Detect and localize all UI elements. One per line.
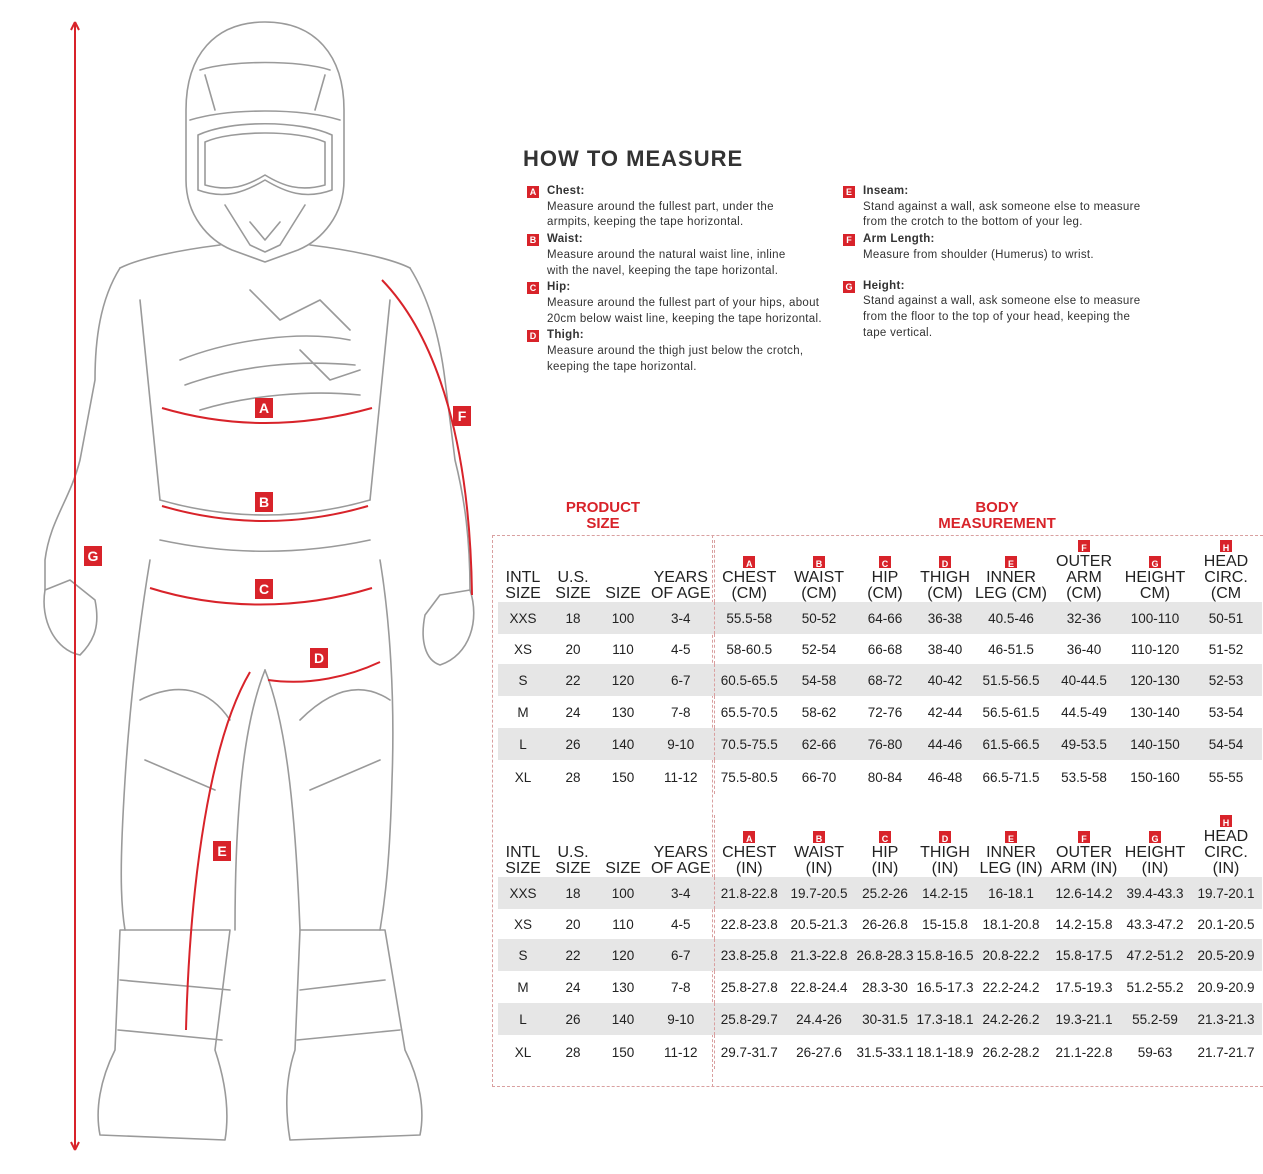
column-header-text: SIZE xyxy=(605,860,641,877)
table-cell: 18 xyxy=(548,602,598,634)
table-cell: 110 xyxy=(612,641,634,657)
column-header-text: CHEST xyxy=(722,569,777,586)
table-cell: 20.5-20.9 xyxy=(1190,939,1262,971)
column-header-text: SIZE xyxy=(605,585,641,602)
table-cell: 26-26.8 xyxy=(862,916,908,932)
instruction-text: with the navel, keeping the tape horizontal. xyxy=(547,264,779,277)
column-header xyxy=(784,540,854,602)
table-cell: 4-5 xyxy=(670,641,691,657)
table-cell: 7-8 xyxy=(670,704,691,720)
table-cell: 52-54 xyxy=(801,641,837,657)
table-cell: 140 xyxy=(598,1003,648,1035)
column-header-text: LEG (CM) xyxy=(975,585,1047,602)
table-row xyxy=(498,1035,1262,1069)
table-cell: 68-72 xyxy=(854,664,916,696)
table-cell: 120 xyxy=(598,664,648,696)
instruction-text: Measure from shoulder (Humerus) to wrist. xyxy=(863,248,1094,261)
table-cell: 40-44.5 xyxy=(1048,664,1120,696)
table-cell: 61.5-66.5 xyxy=(974,728,1048,760)
instruction-badge: B xyxy=(527,234,539,246)
column-badge: E xyxy=(1005,556,1017,568)
column-header-text: INNER xyxy=(986,569,1036,586)
table-cell: 120-130 xyxy=(1120,664,1190,696)
marker-b xyxy=(255,492,273,512)
table-cell: 55.2-59 xyxy=(1120,1003,1190,1035)
column-header-text: SIZE xyxy=(505,860,541,877)
column-header-text: CM) xyxy=(1139,585,1171,602)
table-cell: 50-52 xyxy=(784,602,854,634)
instruction-label: Waist: xyxy=(547,233,583,246)
product-size-heading: PRODUCT SIZE xyxy=(565,499,641,532)
table-cell: 9-10 xyxy=(648,1003,714,1035)
table-cell: 30-31.5 xyxy=(854,1003,916,1035)
table-cell: L xyxy=(498,1003,548,1035)
table-cell: 28 xyxy=(565,1044,581,1060)
table-cell: 18 xyxy=(548,877,598,909)
table-cell: 15.8-16.5 xyxy=(916,939,974,971)
how-to-measure-title: HOW TO MEASURE xyxy=(523,146,744,171)
table-cell: XXS xyxy=(498,877,548,909)
table-cell: S xyxy=(498,939,548,971)
table-cell: 44.5-49 xyxy=(1061,704,1107,720)
table-cell: XL xyxy=(514,769,532,785)
table-cell: S xyxy=(498,664,548,696)
table-cell: 100-110 xyxy=(1120,602,1190,634)
table-cell: 58-62 xyxy=(801,704,837,720)
table-cell: 140-150 xyxy=(1120,728,1190,760)
table-cell: 19.7-20.5 xyxy=(784,877,854,909)
column-badge: F xyxy=(1078,831,1090,843)
column-header-text: CIRC. (CM xyxy=(1204,569,1248,602)
instruction-badge: E xyxy=(843,186,855,198)
column-header xyxy=(1190,540,1262,602)
table-cell: 49-53.5 xyxy=(1048,728,1120,760)
table-cell: 130-140 xyxy=(1130,704,1180,720)
column-header xyxy=(498,815,548,877)
marker-e xyxy=(213,841,231,861)
instruction-text: 20cm below waist line, keeping the tape horizontal. xyxy=(547,312,822,325)
table-row xyxy=(498,664,1262,696)
instruction-label: Chest: xyxy=(547,185,585,197)
table-cell: 11-12 xyxy=(663,769,698,785)
table-cell: 22.8-24.4 xyxy=(790,979,848,995)
table-cell: 20.5-21.3 xyxy=(790,916,848,932)
column-header-text: INTL xyxy=(505,569,541,586)
marker-d xyxy=(310,648,328,668)
table-cell: 21.3-21.3 xyxy=(1190,1003,1262,1035)
instruction-badge: D xyxy=(527,330,539,342)
table-cell: 21.7-21.7 xyxy=(1197,1044,1255,1060)
svg-text:A: A xyxy=(258,400,270,416)
column-badge: C xyxy=(879,831,891,843)
instruction-g xyxy=(843,279,1173,342)
column-header-text: ARM (IN) xyxy=(1050,860,1118,877)
table-cell: 19.7-20.1 xyxy=(1190,877,1262,909)
column-header-text: SIZE xyxy=(505,585,541,602)
column-header-text: INTL xyxy=(505,844,541,861)
column-header-text: (IN) xyxy=(871,860,899,877)
column-header xyxy=(854,540,916,602)
column-badge: A xyxy=(743,831,755,843)
instruction-label: Arm Length: xyxy=(863,233,935,246)
column-header-text: HIP xyxy=(871,569,899,586)
column-badge: E xyxy=(1005,831,1017,843)
table-cell: 22 xyxy=(548,939,598,971)
table-cell: 65.5-70.5 xyxy=(714,696,784,728)
column-header xyxy=(1120,815,1190,877)
column-header xyxy=(1190,815,1262,877)
instruction-text: Stand against a wall, ask someone else to measure xyxy=(863,200,1141,213)
table-cell: 46-48 xyxy=(927,769,963,785)
table-cell: 20.9-20.9 xyxy=(1197,979,1255,995)
table-cell: 23.8-25.8 xyxy=(714,939,784,971)
column-badge: B xyxy=(813,831,825,843)
table-cell: M xyxy=(517,704,529,720)
instruction-text: from the crotch to the bottom of your leg. xyxy=(863,216,1083,229)
column-header-text: CHEST xyxy=(722,844,777,861)
table-cell: 15.8-17.5 xyxy=(1048,939,1120,971)
instructions-right xyxy=(843,184,1173,342)
table-cell: 16-18.1 xyxy=(974,877,1048,909)
table-cell: 4-5 xyxy=(670,916,691,932)
table-cell: XXS xyxy=(498,602,548,634)
svg-text:F: F xyxy=(457,408,467,424)
column-header xyxy=(714,540,784,602)
table-cell: 31.5-33.1 xyxy=(856,1044,914,1060)
column-header-text: HEAD xyxy=(1203,828,1249,845)
table-cell: 17.5-19.3 xyxy=(1055,979,1113,995)
size-chart-cm xyxy=(498,540,1262,794)
instruction-label: Height: xyxy=(863,279,905,292)
table-cell: 6-7 xyxy=(648,939,714,971)
column-header-text: SIZE xyxy=(555,585,591,602)
table-cell: 39.4-43.3 xyxy=(1120,877,1190,909)
table-row xyxy=(498,634,1262,664)
table-cell: 28 xyxy=(565,769,581,785)
table-cell: 24 xyxy=(565,704,581,720)
table-cell: 66-70 xyxy=(801,769,837,785)
table-cell: 44-46 xyxy=(916,728,974,760)
column-header-text: OF AGE xyxy=(650,860,711,877)
table-cell: 46-51.5 xyxy=(988,641,1034,657)
table-cell: 50-51 xyxy=(1190,602,1262,634)
column-badge: H xyxy=(1220,815,1232,827)
column-header-text: HEIGHT xyxy=(1124,844,1186,861)
column-badge: A xyxy=(743,556,755,568)
table-cell: 17.3-18.1 xyxy=(916,1003,974,1035)
table-cell: 26.8-28.3 xyxy=(854,939,916,971)
table-cell: 40-42 xyxy=(916,664,974,696)
table-row xyxy=(498,909,1262,939)
column-header-text: YEARS xyxy=(653,844,708,861)
column-badge: C xyxy=(879,556,891,568)
table-cell: 32-36 xyxy=(1048,602,1120,634)
column-header-text: (CM) xyxy=(867,585,903,602)
column-header-text: HEIGHT xyxy=(1124,569,1186,586)
column-header xyxy=(548,815,598,877)
table-cell: 20 xyxy=(565,916,581,932)
table-cell: 120 xyxy=(598,939,648,971)
instruction-text: from the floor to the top of your head, keeping the xyxy=(863,310,1131,323)
table-cell: 15-15.8 xyxy=(922,916,968,932)
column-header-text: OUTER xyxy=(1056,553,1112,570)
column-header xyxy=(648,815,714,877)
table-cell: 3-4 xyxy=(648,877,714,909)
table-cell: 9-10 xyxy=(648,728,714,760)
table-cell: 21.1-22.8 xyxy=(1055,1044,1113,1060)
column-header xyxy=(784,815,854,877)
table-cell: 80-84 xyxy=(867,769,903,785)
column-header-text: THIGH xyxy=(920,569,970,586)
column-header-text: OUTER xyxy=(1056,844,1112,861)
column-header-text: U.S. xyxy=(557,844,589,861)
table-cell: 36-38 xyxy=(916,602,974,634)
table-cell: 25.8-27.8 xyxy=(714,971,784,1003)
instruction-badge: G xyxy=(843,281,855,293)
table-cell: 26 xyxy=(548,1003,598,1035)
column-header-text: ARM (CM) xyxy=(1066,569,1102,602)
column-header-text: (IN) xyxy=(805,860,833,877)
column-header-text: (IN) xyxy=(735,860,763,877)
table-cell: 28.3-30 xyxy=(862,979,908,995)
table-cell: 53-54 xyxy=(1208,704,1244,720)
table-row xyxy=(498,939,1262,971)
column-header-text: HEAD xyxy=(1203,553,1249,570)
table-cell: 110 xyxy=(612,916,634,932)
column-header-text: (IN) xyxy=(1141,860,1169,877)
column-header xyxy=(1120,540,1190,602)
table-cell: 21.3-22.8 xyxy=(784,939,854,971)
table-cell: 25.8-29.7 xyxy=(714,1003,784,1035)
table-cell: 51-52 xyxy=(1208,641,1244,657)
table-cell: 24.2-26.2 xyxy=(974,1003,1048,1035)
table-cell: 29.7-31.7 xyxy=(714,1035,784,1069)
table-cell: 76-80 xyxy=(854,728,916,760)
table-cell: 14.2-15.8 xyxy=(1055,916,1113,932)
table-cell: 58-60.5 xyxy=(714,634,784,664)
column-header-text: SIZE xyxy=(555,860,591,877)
table-cell: 70.5-75.5 xyxy=(714,728,784,760)
instruction-label: Inseam: xyxy=(863,185,909,197)
table-cell: 75.5-80.5 xyxy=(714,760,784,794)
table-cell: 140 xyxy=(598,728,648,760)
table-cell: 54-58 xyxy=(784,664,854,696)
table-cell: 100 xyxy=(598,602,648,634)
column-header xyxy=(714,815,784,877)
marker-c xyxy=(255,579,273,599)
table-cell: L xyxy=(498,728,548,760)
svg-text:B: B xyxy=(258,494,270,510)
table-cell: 51.5-56.5 xyxy=(974,664,1048,696)
instructions-left xyxy=(527,184,857,376)
column-header-text: (CM) xyxy=(731,585,768,602)
column-badge: H xyxy=(1220,540,1232,552)
table-cell: 6-7 xyxy=(648,664,714,696)
table-cell: 55-55 xyxy=(1208,769,1244,785)
table-cell: 18.1-20.8 xyxy=(982,916,1040,932)
table-cell: 22.8-23.8 xyxy=(714,909,784,939)
table-cell: 16.5-17.3 xyxy=(916,979,974,995)
column-header-text: OF AGE xyxy=(650,585,711,602)
column-header xyxy=(1048,540,1120,602)
table-cell: 130 xyxy=(611,704,635,720)
table-cell: 64-66 xyxy=(854,602,916,634)
column-badge: D xyxy=(939,556,951,568)
table-row xyxy=(498,971,1262,1003)
column-header xyxy=(974,815,1048,877)
instruction-badge: F xyxy=(843,234,855,246)
column-header xyxy=(598,815,648,877)
instruction-text: Measure around the fullest part, under the xyxy=(547,200,774,213)
instruction-b xyxy=(527,232,857,279)
table-cell: 53.5-58 xyxy=(1061,769,1107,785)
table-cell: 100 xyxy=(598,877,648,909)
column-header xyxy=(854,815,916,877)
table-cell: 110-120 xyxy=(1130,641,1180,657)
table-cell: XL xyxy=(514,1044,532,1060)
marker-g xyxy=(84,546,102,566)
table-cell: 3-4 xyxy=(648,602,714,634)
column-badge: F xyxy=(1078,540,1090,552)
table-row xyxy=(498,728,1262,760)
table-cell: 62-66 xyxy=(784,728,854,760)
table-cell: 36-40 xyxy=(1066,641,1102,657)
table-cell: 43.3-47.2 xyxy=(1126,916,1184,932)
table-cell: 22 xyxy=(548,664,598,696)
column-header xyxy=(548,540,598,602)
table-cell: 14.2-15 xyxy=(916,877,974,909)
column-header xyxy=(498,540,548,602)
table-cell: 66-68 xyxy=(867,641,903,657)
instruction-text: Stand against a wall, ask someone else to measure xyxy=(863,295,1141,308)
table-cell: 11-12 xyxy=(663,1044,698,1060)
column-header-text: (IN) xyxy=(931,860,959,877)
instruction-label: Thigh: xyxy=(547,329,584,342)
marker-f xyxy=(453,406,471,426)
table-cell: 26.2-28.2 xyxy=(982,1044,1040,1060)
size-chart-inches xyxy=(498,815,1262,1069)
table-cell: 24 xyxy=(565,979,581,995)
table-cell: 60.5-65.5 xyxy=(714,664,784,696)
table-cell: 47.2-51.2 xyxy=(1120,939,1190,971)
table-cell: 150-160 xyxy=(1130,769,1180,785)
instruction-f xyxy=(843,232,1173,263)
table-cell: 26 xyxy=(548,728,598,760)
column-header-text: WAIST xyxy=(793,569,845,586)
column-header-text: CIRC. (IN) xyxy=(1204,844,1248,877)
table-cell: 18.1-18.9 xyxy=(916,1044,974,1060)
instruction-a xyxy=(527,184,857,231)
table-cell: 52-53 xyxy=(1190,664,1262,696)
table-cell: XS xyxy=(513,916,532,932)
table-cell: 42-44 xyxy=(927,704,963,720)
rider-measurement-figure xyxy=(0,0,500,1174)
table-cell: 55.5-58 xyxy=(714,602,784,634)
table-cell: 72-76 xyxy=(867,704,903,720)
column-badge: D xyxy=(939,831,951,843)
table-row xyxy=(498,602,1262,634)
table-cell: 150 xyxy=(611,1044,635,1060)
column-header-text: THIGH xyxy=(920,844,970,861)
table-cell: 150 xyxy=(611,769,635,785)
instruction-c xyxy=(527,280,857,327)
table-cell: 7-8 xyxy=(670,979,691,995)
column-header xyxy=(916,540,974,602)
table-row xyxy=(498,877,1262,909)
column-header-text: U.S. xyxy=(557,569,589,586)
table-cell: 20 xyxy=(565,641,581,657)
table-cell: 51.2-55.2 xyxy=(1126,979,1184,995)
body-measurement-heading: BODY MEASUREMENT xyxy=(938,499,1056,532)
marker-a xyxy=(255,398,273,418)
instruction-text: keeping the tape horizontal. xyxy=(547,360,697,373)
table-row xyxy=(498,696,1262,728)
column-header-text: INNER xyxy=(986,844,1036,861)
table-cell: 20.1-20.5 xyxy=(1197,916,1255,932)
instruction-e xyxy=(843,184,1173,231)
column-badge: G xyxy=(1149,831,1161,843)
svg-text:E: E xyxy=(217,843,227,859)
column-badge: B xyxy=(813,556,825,568)
instruction-text: armpits, keeping the tape horizontal. xyxy=(547,216,744,229)
table-cell: 19.3-21.1 xyxy=(1048,1003,1120,1035)
column-header xyxy=(648,540,714,602)
column-header-text: WAIST xyxy=(793,844,845,861)
table-cell: 24.4-26 xyxy=(784,1003,854,1035)
column-header xyxy=(1048,815,1120,877)
table-cell: 130 xyxy=(611,979,635,995)
column-badge: G xyxy=(1149,556,1161,568)
column-header xyxy=(598,540,648,602)
table-cell: 56.5-61.5 xyxy=(982,704,1040,720)
column-header-text: (CM) xyxy=(801,585,837,602)
table-cell: 38-40 xyxy=(927,641,963,657)
table-cell: 26-27.6 xyxy=(796,1044,842,1060)
svg-text:D: D xyxy=(313,650,325,666)
instruction-d xyxy=(527,328,857,375)
column-header-text: YEARS xyxy=(653,569,708,586)
instruction-label: Hip: xyxy=(547,281,571,294)
table-row xyxy=(498,1003,1262,1035)
column-header-text: (CM) xyxy=(927,585,963,602)
table-row xyxy=(498,760,1262,794)
column-header-text: HIP xyxy=(871,844,899,861)
table-cell: 59-63 xyxy=(1137,1044,1173,1060)
column-header xyxy=(916,815,974,877)
instruction-text: Measure around the fullest part of your hips, about xyxy=(547,296,820,309)
table-cell: 25.2-26 xyxy=(854,877,916,909)
table-cell: M xyxy=(517,979,529,995)
svg-text:C: C xyxy=(258,581,270,597)
table-cell: 54-54 xyxy=(1190,728,1262,760)
table-cell: 21.8-22.8 xyxy=(714,877,784,909)
instruction-badge: A xyxy=(527,186,539,198)
table-cell: 40.5-46 xyxy=(974,602,1048,634)
table-cell: 66.5-71.5 xyxy=(982,769,1040,785)
column-header xyxy=(974,540,1048,602)
instruction-text: Measure around the natural waist line, inline xyxy=(547,248,786,261)
svg-text:G: G xyxy=(87,548,99,564)
table-cell: 20.8-22.2 xyxy=(974,939,1048,971)
column-header-text: LEG (IN) xyxy=(979,860,1043,877)
instruction-badge: C xyxy=(527,282,539,294)
table-cell: 22.2-24.2 xyxy=(982,979,1040,995)
table-cell: 12.6-14.2 xyxy=(1048,877,1120,909)
instruction-text: tape vertical. xyxy=(863,326,933,339)
instruction-text: Measure around the thigh just below the crotch, xyxy=(547,345,804,358)
table-cell: XS xyxy=(513,641,532,657)
